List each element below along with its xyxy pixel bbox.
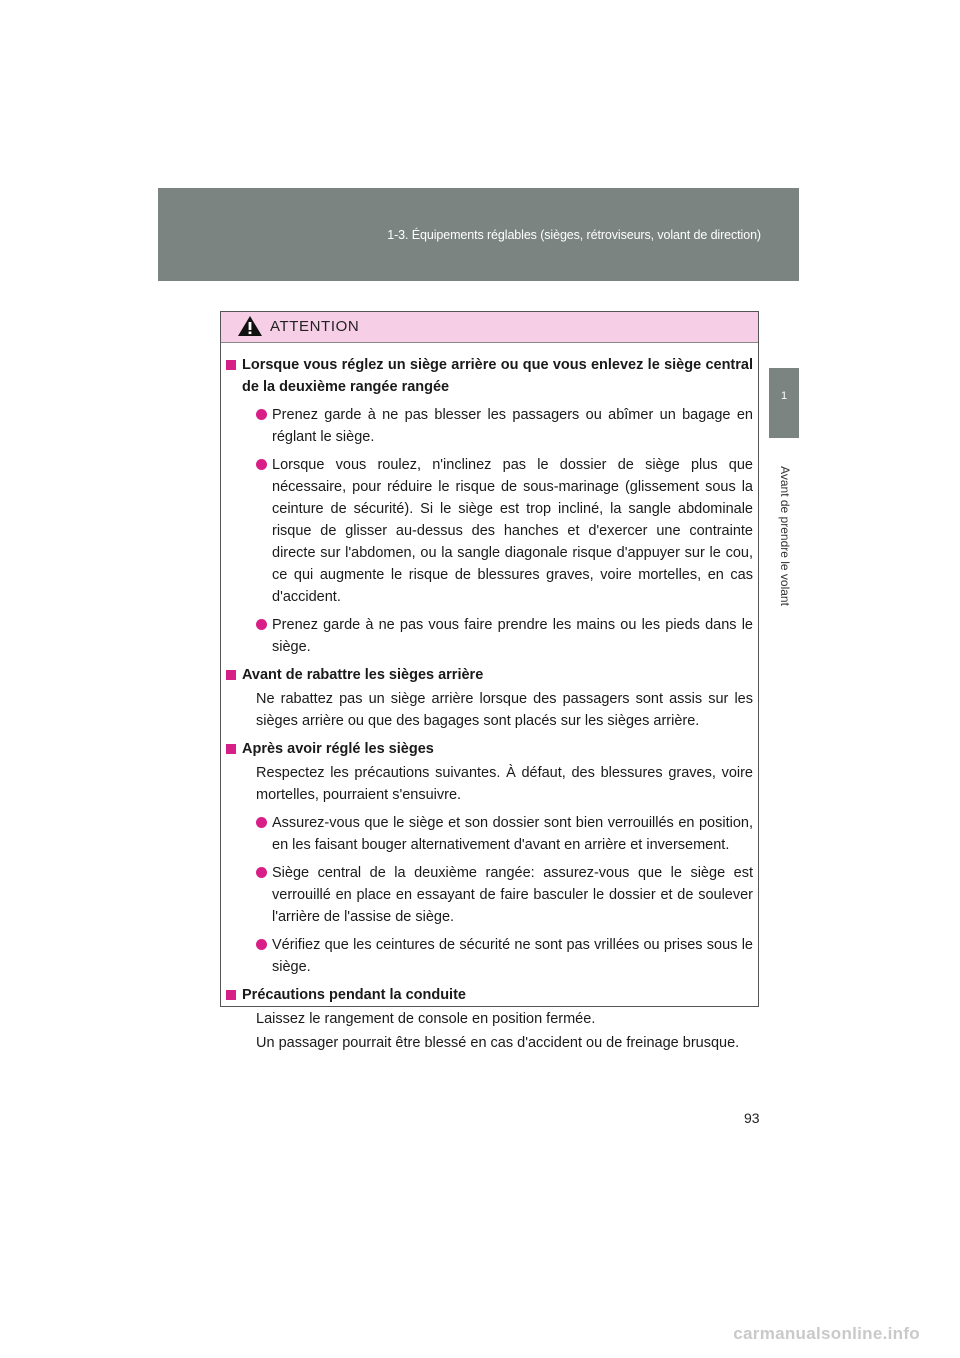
bullet-text: Assurez-vous que le siège et son dossier sont bien verrouillés en position, en les faisant bouger alternativement d'avant en arrière et inversement. xyxy=(272,815,753,853)
bullet-item xyxy=(242,934,753,978)
section-heading: Avant de rabattre les sièges arrière xyxy=(242,667,484,683)
bullet-dot-icon xyxy=(256,867,267,878)
bullet-item xyxy=(242,614,753,658)
caution-body xyxy=(221,343,758,1054)
bullet-dot-icon xyxy=(256,619,267,630)
section-paragraph: Ne rabattez pas un siège arrière lorsque des passagers sont assis sur les sièges arrière ou que des bagages sont placés sur les sièges arrière. xyxy=(256,691,753,729)
chapter-label-text: Avant de prendre le volant xyxy=(778,465,792,606)
caution-section xyxy=(225,354,753,658)
bullet-dot-icon xyxy=(256,939,267,950)
section-heading: Après avoir réglé les sièges xyxy=(242,741,434,757)
bullet-item xyxy=(242,404,753,448)
bullet-text: Vérifiez que les ceintures de sécurité ne sont pas vrillées ou prises sous le siège. xyxy=(272,937,753,975)
bullet-item xyxy=(242,454,753,608)
bullet-text: Prenez garde à ne pas vous faire prendre les mains ou les pieds dans le siège. xyxy=(272,617,753,655)
section-square-marker xyxy=(226,670,236,680)
bullet-item xyxy=(242,812,753,856)
section-heading: Précautions pendant la conduite xyxy=(242,987,466,1003)
chapter-label xyxy=(776,448,794,623)
chapter-number: 1 xyxy=(780,390,788,402)
section-title: 1-3. Équipements réglables (sièges, rétroviseurs, volant de direction) xyxy=(387,228,761,242)
caution-section xyxy=(225,664,753,732)
caution-section xyxy=(225,738,753,978)
warning-triangle-icon xyxy=(237,315,263,337)
bullet-text: Siège central de la deuxième rangée: assurez-vous que le siège est verrouillé en place en essayant de faire basculer le dossier et de soulever l'arrière de l'assise de siège. xyxy=(272,865,753,925)
bullet-text: Prenez garde à ne pas blesser les passagers ou abîmer un bagage en réglant le siège. xyxy=(272,407,753,445)
section-paragraph: Un passager pourrait être blessé en cas d'accident ou de freinage brusque. xyxy=(256,1035,740,1051)
section-square-marker xyxy=(226,360,236,370)
watermark: carmanualsonline.info xyxy=(733,1324,920,1343)
caution-title: ATTENTION xyxy=(270,318,360,335)
bullet-dot-icon xyxy=(256,459,267,470)
page-number: 93 xyxy=(744,1110,760,1126)
caution-box xyxy=(220,311,759,1051)
caution-header xyxy=(221,312,758,343)
bullet-item xyxy=(242,862,753,928)
section-heading: Lorsque vous réglez un siège arrière ou que vous enlevez le siège central de la deuxième rangée rangée xyxy=(242,357,753,395)
section-header-band xyxy=(158,188,799,281)
chapter-tab xyxy=(769,368,799,438)
section-square-marker xyxy=(226,990,236,1000)
bullet-text: Lorsque vous roulez, n'inclinez pas le dossier de siège plus que nécessaire, pour réduire le risque de sous-marinage (glissement sous la ceinture de sécurité). Si le siège est trop incliné, la sangle abdominale risque de glisser au-dessus des hanches et d'exercer une contrainte directe sur l'abdomen, ou la sangle diagonale risque d'appuyer sur le cou, ce qui augmente le risque de blessures graves, voire mortelles, en cas d'accident. xyxy=(272,457,753,605)
caution-section xyxy=(225,984,753,1054)
bullet-dot-icon xyxy=(256,409,267,420)
section-square-marker xyxy=(226,744,236,754)
bullet-dot-icon xyxy=(256,817,267,828)
section-paragraph: Laissez le rangement de console en position fermée. xyxy=(256,1011,596,1027)
section-paragraph: Respectez les précautions suivantes. À défaut, des blessures graves, voire mortelles, pourraient s'ensuivre. xyxy=(256,765,753,803)
